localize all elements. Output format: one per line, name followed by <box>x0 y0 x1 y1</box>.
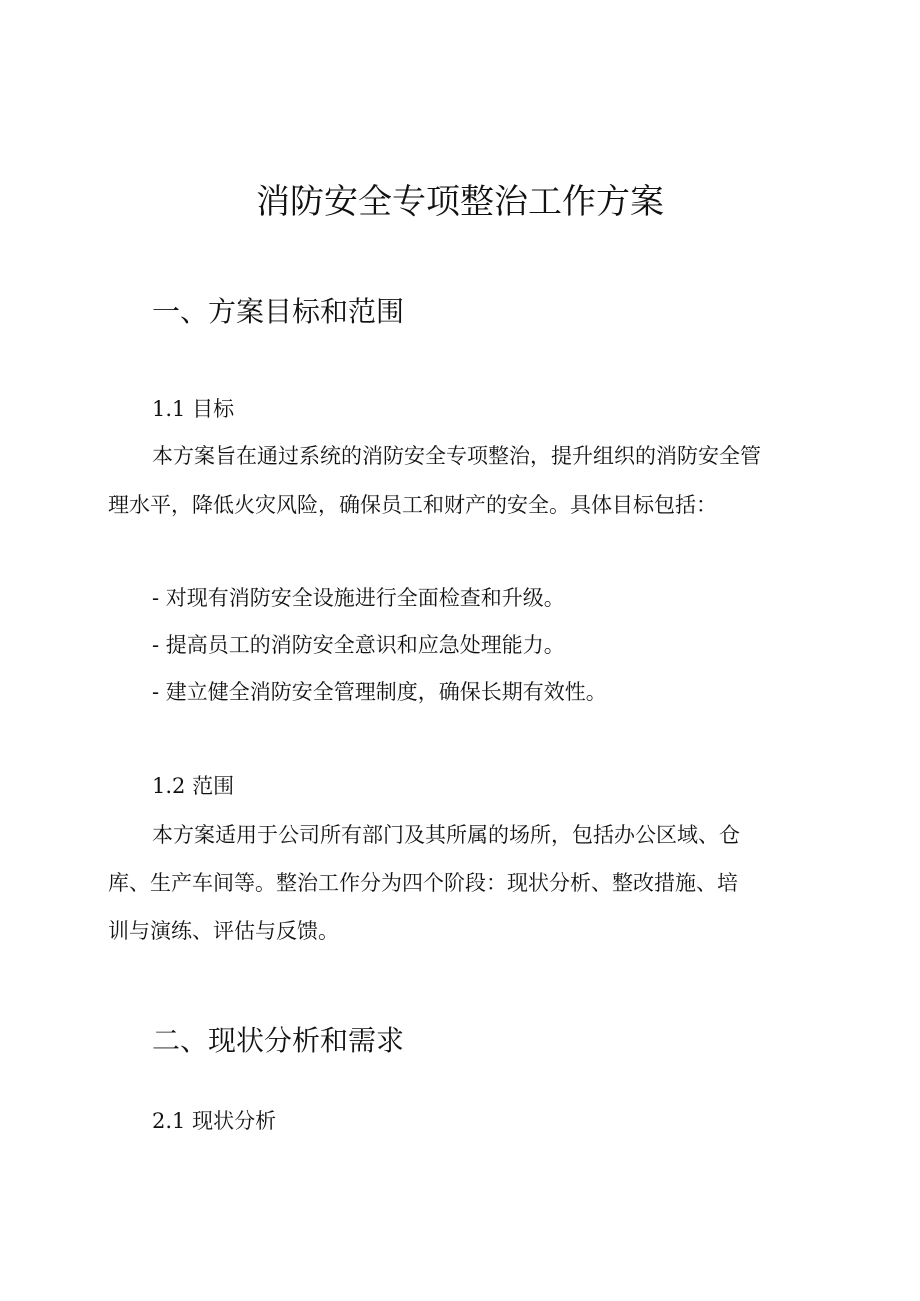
paragraph-line: 训与演练、评估与反馈。 <box>108 919 339 943</box>
document-title: 消防安全专项整治工作方案 <box>256 182 664 222</box>
subsection-heading-1-1: 1.1 目标 <box>152 397 235 421</box>
subsection-heading-1-2: 1.2 范围 <box>152 774 235 798</box>
section-heading-1: 一、方案目标和范围 <box>152 295 405 328</box>
paragraph-line: 本方案旨在通过系统的消防安全专项整治，提升组织的消防安全管 <box>152 444 761 468</box>
paragraph-line: 库、生产车间等。整治工作分为四个阶段：现状分析、整改措施、培 <box>108 871 738 895</box>
section-heading-2: 二、现状分析和需求 <box>152 1024 405 1057</box>
subsection-heading-2-1: 2.1 现状分析 <box>152 1109 277 1133</box>
bullet-item: - 提高员工的消防安全意识和应急处理能力。 <box>152 633 565 657</box>
bullet-item: - 对现有消防安全设施进行全面检查和升级。 <box>152 586 565 610</box>
paragraph-line: 本方案适用于公司所有部门及其所属的场所，包括办公区域、仓 <box>152 823 740 847</box>
bullet-item: - 建立健全消防安全管理制度，确保长期有效性。 <box>152 680 607 704</box>
paragraph-line: 理水平，降低火灾风险，确保员工和财产的安全。具体目标包括： <box>108 493 717 517</box>
